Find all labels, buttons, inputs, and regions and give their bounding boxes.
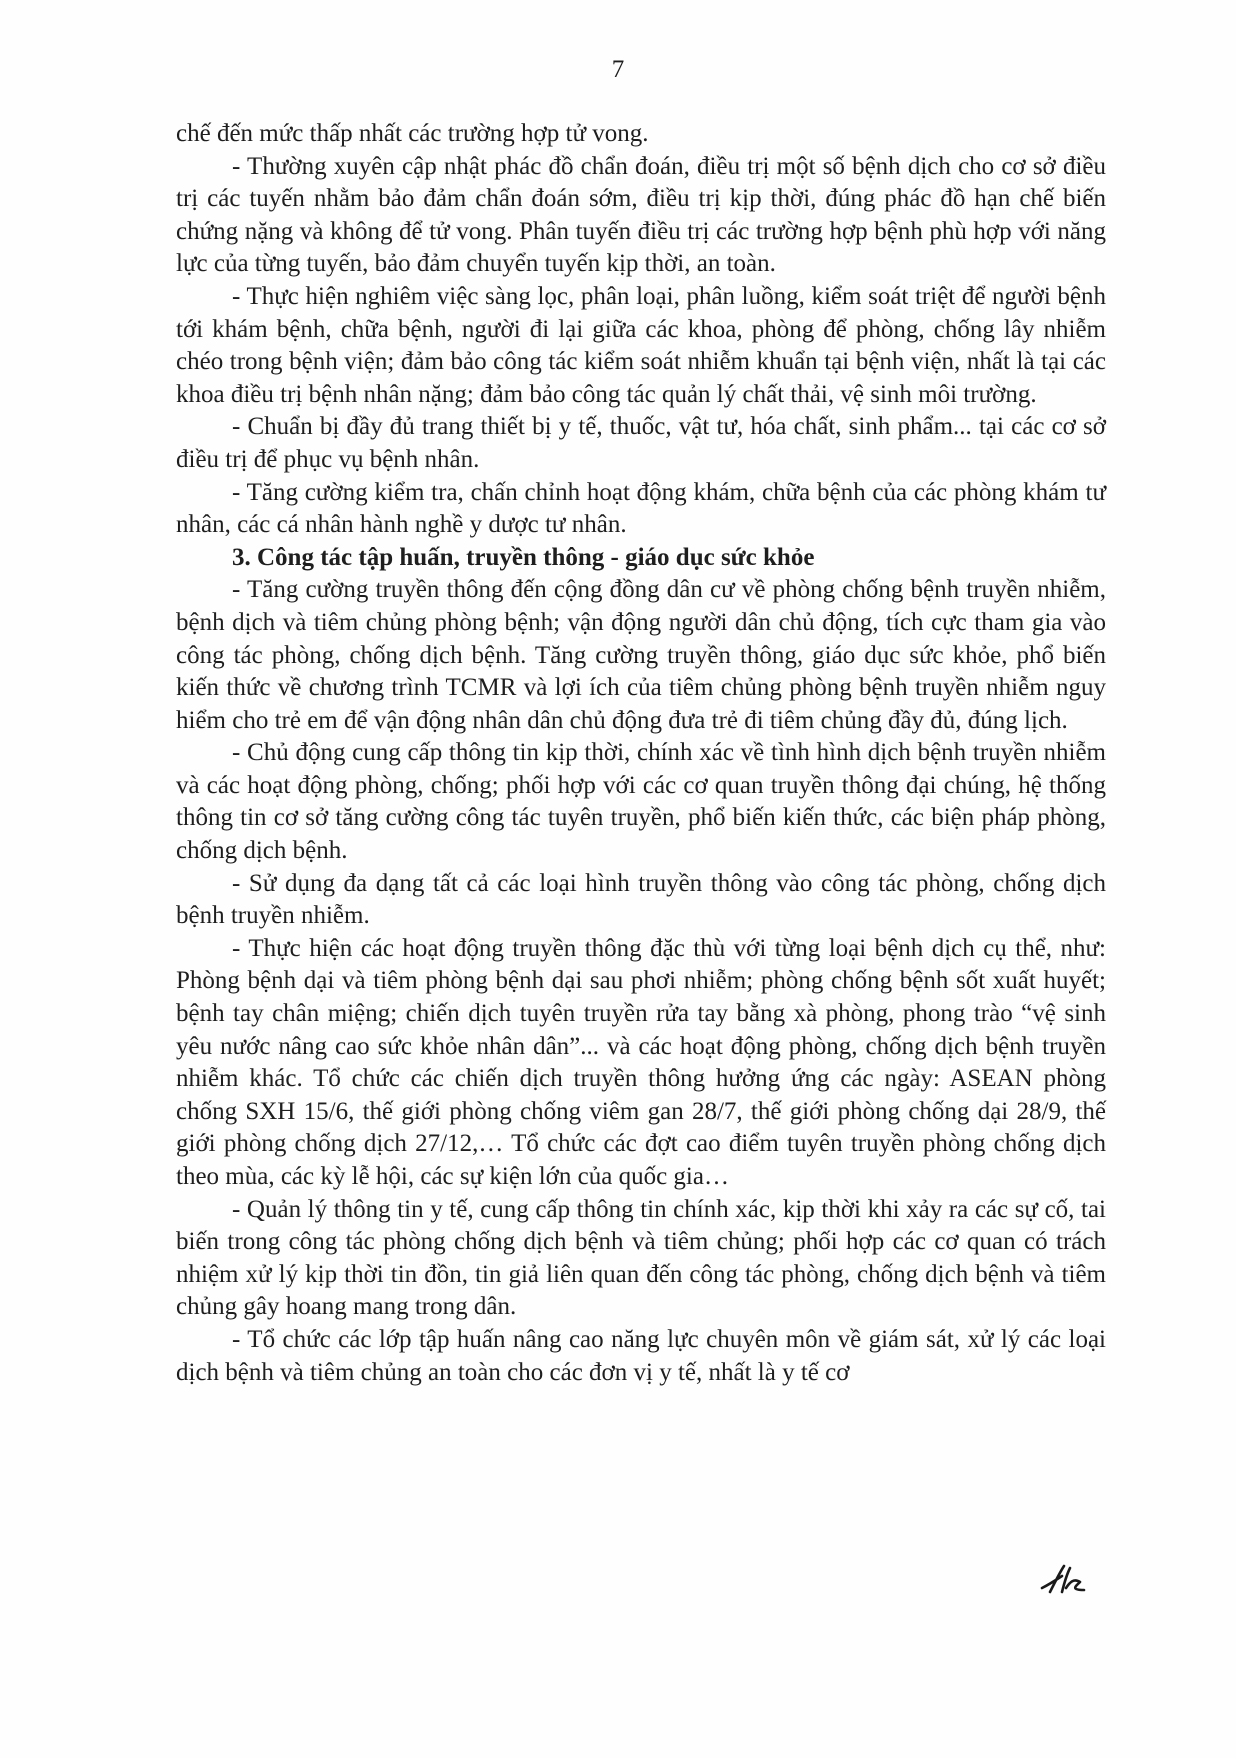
page-number: 7 <box>611 56 625 83</box>
document-body <box>176 118 1106 1389</box>
paragraph: - Tổ chức các lớp tập huấn nâng cao năng lực chuyên môn về giám sát, xử lý các loại dịch bệnh và tiêm chủng an toàn cho các đơn vị y tế, nhất là y tế cơ <box>176 1325 1106 1386</box>
paragraph: - Tăng cường truyền thông đến cộng đồng dân cư về phòng chống bệnh truyền nhiễm, bệnh dịch và tiêm chủng phòng bệnh; vận động người dân chủ động, tích cực tham gia vào công tác phòng, chống dịch bệnh. Tăng cường truyền thông, giáo dục sức khỏe, phổ biến kiến thức về chương trình TCMR và lợi ích của tiêm chủng phòng bệnh truyền nhiễm nguy hiểm cho trẻ em để vận động nhân dân chủ động đưa trẻ đi tiêm chủng đầy đủ, đúng lịch. <box>176 576 1106 734</box>
paragraph: - Thực hiện nghiêm việc sàng lọc, phân loại, phân luồng, kiểm soát triệt để người bệnh tới khám bệnh, chữa bệnh, người đi lại giữa các khoa, phòng để phòng, chống lây nhiễm chéo trong bệnh viện; đảm bảo công tác kiểm soát nhiễm khuẩn tại bệnh viện, nhất là tại các khoa điều trị bệnh nhân nặng; đảm bảo công tác quản lý chất thải, vệ sinh môi trường. <box>176 282 1106 408</box>
paragraph: - Chủ động cung cấp thông tin kịp thời, chính xác về tình hình dịch bệnh truyền nhiễm và các hoạt động phòng, chống; phối hợp với các cơ quan truyền thông đại chúng, hệ thống thông tin cơ sở tăng cường công tác tuyên truyền, phổ biến kiến thức, các biện pháp phòng, chống dịch bệnh. <box>176 739 1106 865</box>
paragraph: - Quản lý thông tin y tế, cung cấp thông tin chính xác, kịp thời khi xảy ra các sự cố, tai biến trong công tác phòng chống dịch bệnh và tiêm chủng; phối hợp các cơ quan có trách nhiệm xử lý kịp thời tin đồn, tin giả liên quan đến công tác phòng, chống dịch bệnh và tiêm chủng gây hoang mang trong dân. <box>176 1195 1106 1321</box>
paragraph: - Thực hiện các hoạt động truyền thông đặc thù với từng loại bệnh dịch cụ thể, như: Phòng bệnh dại và tiêm phòng bệnh dại sau phơi nhiễm; phòng chống bệnh sốt xuất huyết; bệnh tay chân miệng; chiến dịch tuyên truyền rửa tay bằng xà phòng, phong trào “vệ sinh yêu nước nâng cao sức khỏe nhân dân”... và các hoạt động phòng, chống dịch bệnh truyền nhiễm khác. Tổ chức các chiến dịch truyền thông hưởng ứng các ngày: ASEAN phòng chống SXH 15/6, thế giới phòng chống viêm gan 28/7, thế giới phòng chống dại 28/9, thế giới phòng chống dịch 27/12,… Tổ chức các đợt cao điểm tuyên truyền phòng chống dịch theo mùa, các kỳ lễ hội, các sự kiện lớn của quốc gia… <box>176 934 1106 1190</box>
paragraph-continuation: chế đến mức thấp nhất các trường hợp tử vong. <box>176 120 649 147</box>
paragraph: - Chuẩn bị đầy đủ trang thiết bị y tế, thuốc, vật tư, hóa chất, sinh phẩm... tại các cơ sở điều trị để phục vụ bệnh nhân. <box>176 413 1106 473</box>
paragraph: - Tăng cường kiểm tra, chấn chỉnh hoạt động khám, chữa bệnh của các phòng khám tư nhân, các cá nhân hành nghề y dược tư nhân. <box>176 478 1106 539</box>
handwritten-initials-mark <box>1040 1562 1086 1596</box>
paragraph: - Sử dụng đa dạng tất cả các loại hình truyền thông vào công tác phòng, chống dịch bệnh truyền nhiễm. <box>176 869 1106 930</box>
paragraph: - Thường xuyên cập nhật phác đồ chẩn đoán, điều trị một số bệnh dịch cho cơ sở điều trị các tuyến nhằm bảo đảm chẩn đoán sớm, điều trị kịp thời, đúng phác đồ hạn chế biến chứng nặng và không để tử vong. Phân tuyến điều trị các trường hợp bệnh phù hợp với năng lực của từng tuyến, bảo đảm chuyển tuyến kịp thời, an toàn. <box>176 152 1106 278</box>
section-heading: 3. Công tác tập huấn, truyền thông - giáo dục sức khỏe <box>232 543 815 571</box>
